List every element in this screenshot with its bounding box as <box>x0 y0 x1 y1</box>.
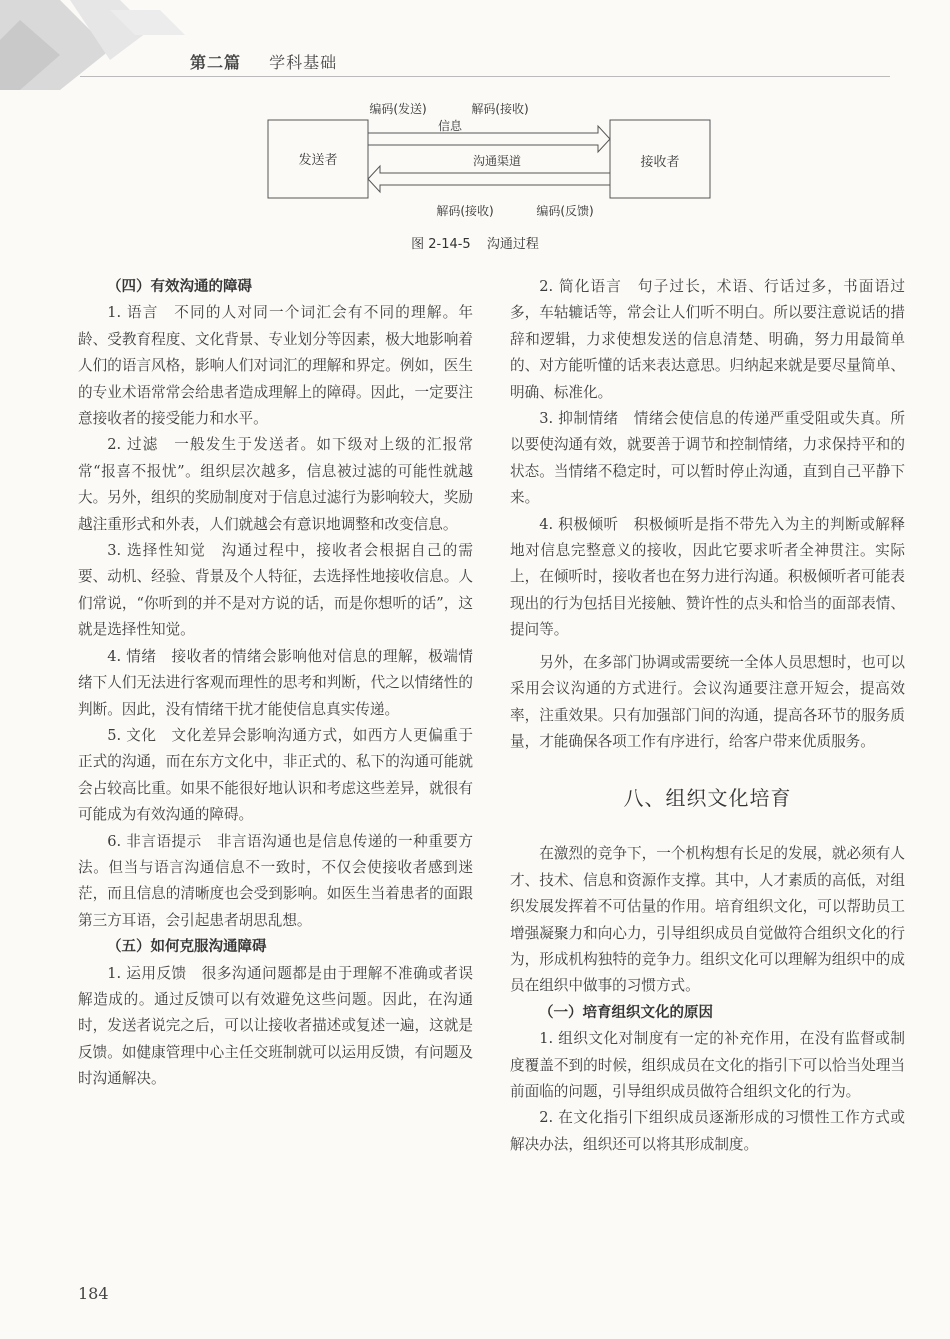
paragraph: 1. 语言 不同的人对同一个词汇会有不同的理解。年龄、受教育程度、文化背景、专业划分等因素，极大地影响着人们的语言风格，影响人们对词汇的理解和界定。例如，医生的专业术语常常会给患者造成理解上的障碍。因此，一定要注意接收者的接受能力和水平。 <box>78 304 473 428</box>
message-label: 信息 <box>437 119 463 133</box>
paragraph: 在激烈的竞争下，一个机构想有长足的发展，就必须有人才、技术、信息和资源作支撑。其中，人才素质的高低，对组织发展发挥着不可估量的作用。培育组织文化，可以帮助员工增强凝聚力和向心力，引导组织成员自觉做符合组织文化的行为，形成机构独特的竞争力。组织文化可以理解为组织中的成员在组织中做事的习惯方式。 <box>510 845 905 995</box>
sender-label: 发送者 <box>298 153 338 168</box>
paragraph: 另外，在多部门协调或需要统一全体人员思想时，也可以采用会议沟通的方式进行。会议沟通要注意开短会，提高效率，注重效果。只有加强部门间的沟通，提高各环节的服务质量，才能确保各项工作有序进行，给客户带来优质服务。 <box>510 653 905 750</box>
section-heading: 八、组织文化培育 <box>623 786 792 811</box>
paragraph: 4. 情绪 接收者的情绪会影响他对信息的理解，极端情绪下人们无法进行客观而理性的思考和判断，代之以情绪性的判断。因此，没有情绪干扰才能使信息真实传递。 <box>78 647 473 718</box>
paragraph: 1. 运用反馈 很多沟通问题都是由于理解不准确或者误解造成的。通过反馈可以有效避免这些问题。因此，在沟通时，发送者说完之后，可以让接收者描述或复述一遍，这就是反馈。如健康管理中心主任交班制就可以运用反馈，有问题及时沟通解决。 <box>78 964 473 1088</box>
paragraph: 4. 积极倾听 积极倾听是指不带先入为主的判断或解释地对信息完整意义的接收，因此它要求听者全神贯注。实际上，在倾听时，接收者也在努力进行沟通。积极倾听者可能表现出的行为包括目光接触、赞许性的点头和恰当的面部表情、提问等。 <box>510 515 905 639</box>
encode-send-label: 编码(发送) <box>369 102 427 116</box>
subheading-barriers: （四）有效沟通的障碍 <box>107 279 252 295</box>
encode-feedback-label: 编码(反馈) <box>536 204 594 218</box>
figure-title: 沟通过程 <box>486 237 539 252</box>
decode-receive-label-top: 解码(接收) <box>471 102 529 116</box>
receiver-label: 接收者 <box>640 155 680 170</box>
paragraph: 2. 简化语言 句子过长，术语、行话过多，书面语过多，车轱辘话等，常会让人们听不明白。所以要注意说话的措辞和逻辑，力求使想发送的信息清楚、明确，努力用最简单的、对方能听懂的话来表达意思。归纳起来就是要尽量简单、明确、标准化。 <box>510 278 905 401</box>
feedback-arrow <box>368 166 610 192</box>
header-part: 第二篇 <box>190 53 242 72</box>
left-column <box>78 274 473 1093</box>
channel-label: 沟通渠道 <box>472 154 522 168</box>
figure-number: 图 2-14-5 <box>411 237 471 252</box>
subheading-reasons: （一）培育组织文化的原因 <box>539 1004 713 1021</box>
paragraph: 1. 组织文化对制度有一定的补充作用，在没有监督或制度覆盖不到的时候，组织成员在文化的指引下可以恰当处理当前面临的问题，引导组织成员做符合组织文化的行为。 <box>510 1030 905 1100</box>
figure-caption <box>0 233 950 252</box>
paragraph: 3. 抑制情绪 情绪会使信息的传递严重受阻或失真。所以要使沟通有效，就要善于调节和控制情绪，力求保持平和的状态。当情绪不稳定时，可以暂时停止沟通，直到自己平静下来。 <box>510 410 905 507</box>
paragraph: 3. 选择性知觉 沟通过程中，接收者会根据自己的需要、动机、经验、背景及个人特征，去选择性地接收信息。人们常说，“你听到的并不是对方说的话，而是你想听的话”，这就是选择性知觉。 <box>78 542 473 639</box>
right-column <box>510 274 905 1158</box>
paragraph: 2. 在文化指引下组织成员逐渐形成的习惯性工作方式或解决办法，组织还可以将其形成制度。 <box>510 1109 905 1153</box>
decode-receive-label-bottom: 解码(接收) <box>436 204 494 218</box>
paragraph: 6. 非言语提示 非言语沟通也是信息传递的一种重要方法。但当与语言沟通信息不一致时，不仅会使接收者感到迷茫，而且信息的清晰度也会受到影响。如医生当着患者的面跟第三方耳语，会引起患者胡思乱想。 <box>78 832 473 929</box>
page-number: 184 <box>78 1284 109 1303</box>
running-header <box>190 50 337 73</box>
paragraph: 5. 文化 文化差异会影响沟通方式，如西方人更偏重于正式的沟通，而在东方文化中，非正式的、私下的沟通可能就会占较高比重。如果不能很好地认识和考虑这些差异，就很有可能成为有效沟通的障碍。 <box>78 726 473 824</box>
message-arrow <box>368 126 610 152</box>
paragraph: 2. 过滤 一般发生于发送者。如下级对上级的汇报常常“报喜不报忧”。组织层次越多，信息被过滤的可能性就越大。另外，组织的奖励制度对于信息过滤行为影响较大，奖励越注重形式和外表，人们就越会有意识地调整和改变信息。 <box>78 436 473 533</box>
header-divider <box>80 76 890 77</box>
subheading-overcome: （五）如何克服沟通障碍 <box>107 939 267 956</box>
header-title: 学科基础 <box>269 53 338 72</box>
